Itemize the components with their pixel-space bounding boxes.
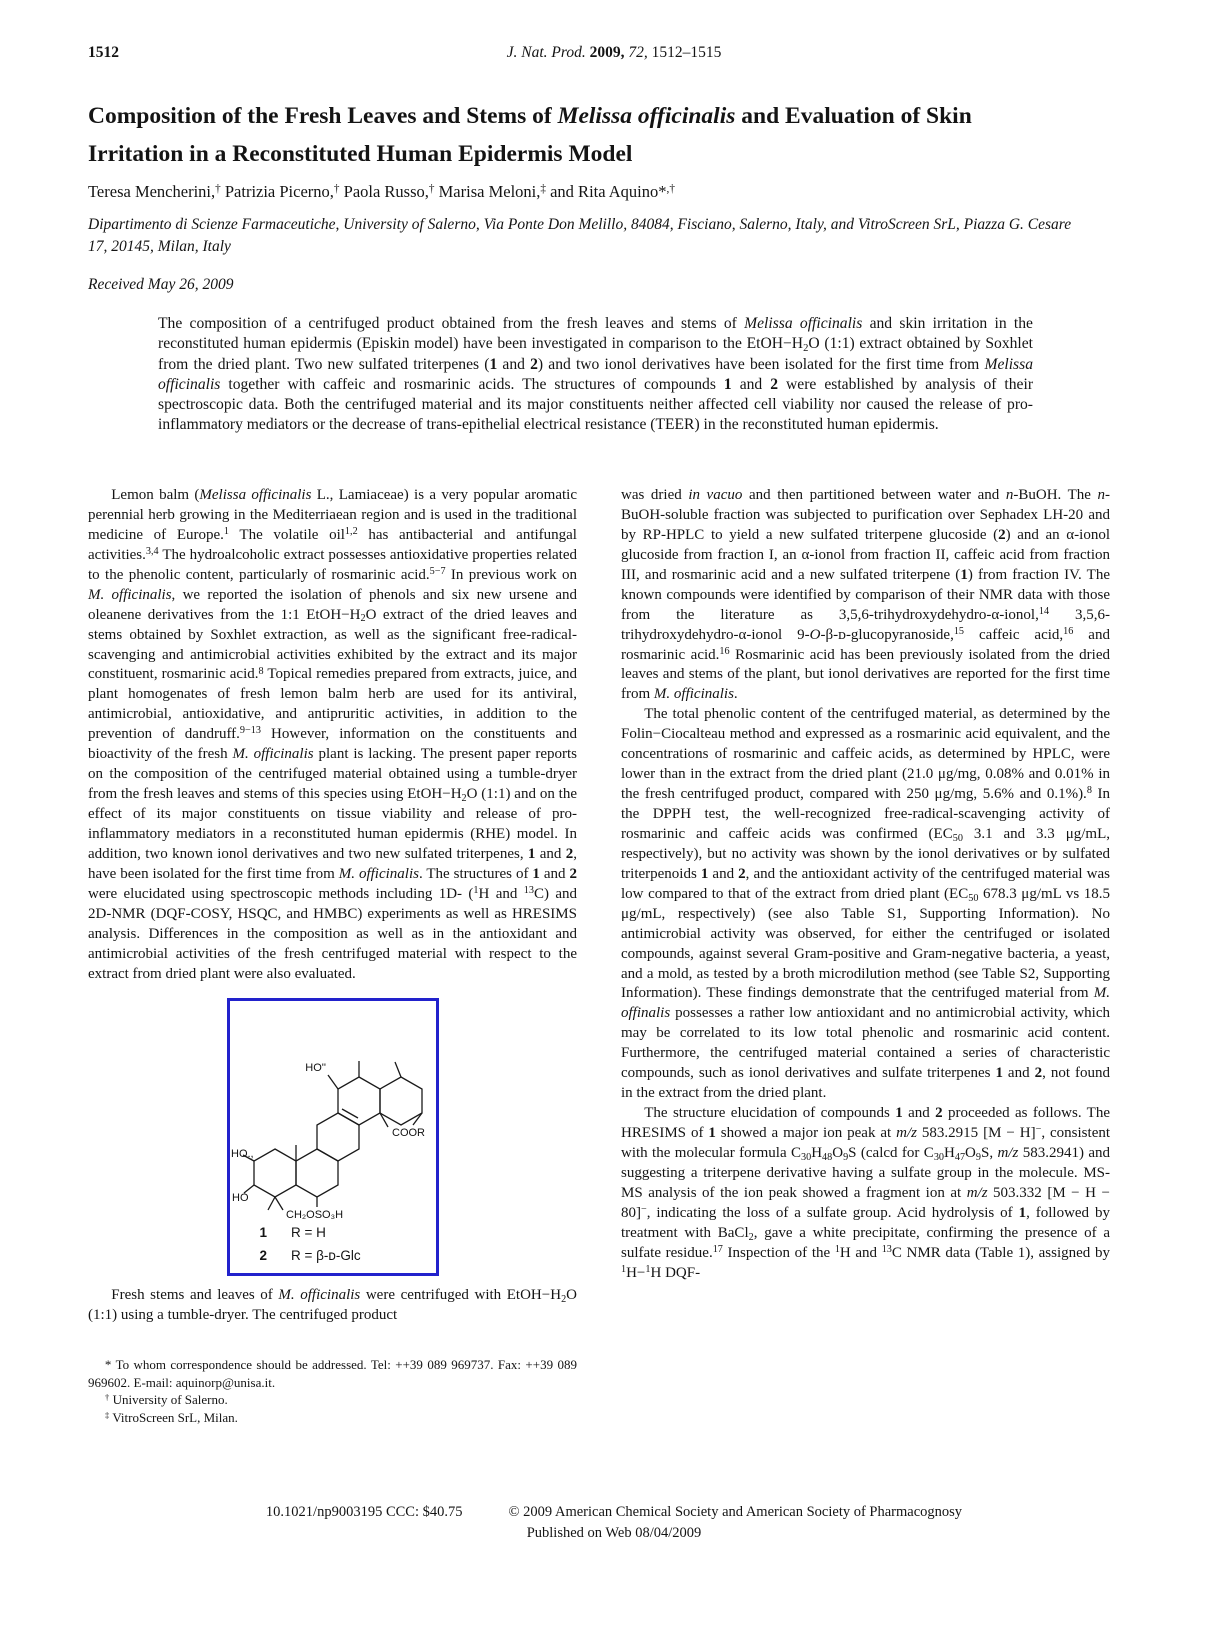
abstract: The composition of a centrifuged product obtained from the fresh leaves and stems of Melissa officinalis and skin irritation in the reconstituted human epidermis (Episkin model) have been investigated in comparison to the $EtOH-H_2O$ (1:1) extract obtained by Soxhlet from the dried plant. Two new sulfated triterpenes (1 and 2) and two ionol derivatives have been isolated for the first time from Melissa officinalis together with caffeic and rosmarinic acids. The structures of compounds 1 and 2 were established by analysis of their spectroscopic data. Both the centrifuged material and its major constituents neither affected cell viability nor caused the release of pro-inflammatory mediators or the decrease of trans-epithelial electrical resistance (TEER) in the reconstituted human epidermis. [158,315,1034,434]
article-title: Composition of the Fresh Leaves and Stems of Melissa officinalis and Evaluation of Skin Irritation in a Reconstituted Human Epidermis Model [88,103,972,167]
body-columns [88,486,1110,1426]
figure-legend [230,1224,436,1269]
doi-text: 10.1021/np9003195 CCC: $40.75 [265,1504,463,1520]
compound-structure-figure [227,998,439,1276]
compound-2-r-group: R = β-ᴅ-Glc [291,1248,361,1264]
page-number: 1512 [88,44,119,61]
affiliation: Dipartimento di Scienze Farmaceutiche, University of Salerno, Via Ponte Don Melillo, 84084, Fisciano, Salerno, Italy, and VitroScreen SrL, Piazza G. Cesare 17, 20145, Milan, Italy [88,216,1072,255]
body-paragraph: The structure elucidation of compounds 1 and 2 proceeded as follows. The HRESIMS of 1 showed a major ion peak at m/z 583.2915 [M − H]−, consistent with the molecular formula $C_{30}H_{48}O_9S$ (calcd for $C_{30}H_{47}O_9S$, m/z 583.2941) and suggesting a triterpene derivative having a sulfate group in the molecule. MS-MS analysis of the ion peak showed a fragment ion at m/z 503.332 [M − H − 80]−, indicating the loss of a sulfate group. Acid hydrolysis of 1, followed by treatment with BaCl$_2$, gave a white precipitate, confirming the presence of a sulfate residue.$^{17}$ Inspection of the $^1$H and $^{13}$C NMR data (Table 1), assigned by $^1$H−$^1$H DQF- [621,1105,1111,1281]
ho-bottom-label: HO [231,1192,248,1205]
body-paragraph: Fresh stems and leaves of M. officinalis were centrifuged with $EtOH-H_2O$ (1:1) using a tumble-dryer. The centrifuged product [88,1287,577,1324]
coor-label: COOR [391,1127,425,1140]
legend-row-1 [260,1224,436,1242]
triterpene-structure-drawing [230,1005,436,1219]
body-paragraph: was dried in vacuo and then partitioned between water and n-BuOH. The n-BuOH-soluble fraction was subjected to purification over Sephadex LH-20 and by RP-HPLC to yield a new sulfated triterpene glucoside (2) and an α-ionol glucoside from fraction I, an α-ionol from fraction II, caffeic acid from fraction III, and rosmarinic acid and a new sulfated triterpene (1) from fraction IV. The known compounds were identified by comparison of their NMR data with those from the literature as 3,5,6-trihydroxydehydro-α-ionol,$^{14}$ 3,5,6-trihydroxydehydro-α-ionol 9-O-β-ᴅ-glucopyranoside,$^{15}$ caffeic acid,$^{16}$ and rosmarinic acid.$^{16}$ Rosmarinic acid has been previously isolated from the dried leaves and stems of the plant, but ionol derivatives are reported for the first time from M. officinalis. [621,487,1111,703]
ch2oso3h-label: CH₂OSO₃H [285,1209,343,1220]
correspondence-footnote: * To whom correspondence should be addressed. Tel: ++39 089 969737. Fax: ++39 089 969602. E-mail: aquinorp@unisa.it. [88,1357,577,1390]
journal-citation: J. Nat. Prod. 2009, 72, 1512–1515 [506,44,722,61]
affiliation-footnote-dagger: † University of Salerno. [104,1392,228,1408]
page-footer [0,1504,1228,1542]
affiliation-footnote-double-dagger: ‡ VitroScreen SrL, Milan. [104,1409,238,1425]
compound-2-number: 2 [259,1248,268,1264]
compound-1-number: 1 [259,1225,268,1241]
body-paragraph: The total phenolic content of the centrifuged material, as determined by the Folin−Ciocalteau method and expressed as a rosmarinic acid equivalent, and the concentrations of rosmarinic and caffeic acids, as determined by HPLC, were lower than in the extract from the dried plant (21.0 μg/mg, 0.08% and 0.01% in the fresh centrifuged product, compared with 250 μg/mg, 5.6% and 0.1%).$^8$ In the DPPH test, the well-recognized free-radical-scavenging activity of rosmarinic and caffeic acids was confirmed ($EC_{50}$ 3.1 and 3.3 μg/mL, respectively), but no activity was shown by the ionol derivatives or by sulfated triterpenoids 1 and 2, and the antioxidant activity of the centrifuged material was low compared to that of the extract from dried plant ($EC_{50}$ 678.3 μg/mL vs 18.5 μg/mL, respectively) (see also Table S1, Supporting Information). No antimicrobial activity was observed, for either the centrifuged or isolated compounds, against several Gram-positive and Gram-negative bacteria, a yeast, and a mold, as tested by a broth microdilution method (see Table S2, Supporting Information). These findings demonstrate that the centrifuged material from M. offinalis possesses a rather low antioxidant and no antimicrobial activity, which may be correlated to its low total phenolic and rosmarinic acid content. Furthermore, the centrifuged material contained a series of characteristic compounds, such as ionol derivatives and sulfate triterpenes 1 and 2, not found in the extract from the dried plant. [621,706,1111,1102]
ho-left-label: HO., [230,1148,254,1161]
legend-row-2 [260,1247,436,1265]
copyright-text: © 2009 American Chemical Society and American Society of Pharmacognosy [508,1504,963,1520]
footnotes [88,1356,577,1426]
body-paragraph: Lemon balm (Melissa officinalis L., Lamiaceae) is a very popular aromatic perennial herb growing in the Mediterriaean region and is used in the traditional medicine of Europe.$^1$ The volatile oil$^{1,2}$ has antibacterial and antifungal activities.$^{3,4}$ The hydroalcoholic extract possesses antioxidative properties related to the phenolic content, particularly of rosmarinic acid.$^{5-7}$ In previous work on M. officinalis, we reported the isolation of phenols and six new ursene and oleanene derivatives from the 1:1 $EtOH-H_2O$ extract of the dried leaves and stems obtained by Soxhlet extraction, as well as the significant free-radical-scavenging and antimicrobial activities exhibited by the extract and its major constituent, rosmarinic acid.$^8$ Topical remedies prepared from extracts, juice, and plant homogenates of fresh lemon balm herb are used for its antiviral, antimicrobial, antioxidative, and antipruritic activities, in addition to the prevention of dandruff.$^{9-13}$ However, information on the constituents and bioactivity of the fresh M. officinalis plant is lacking. The present paper reports on the composition of the centrifuged material obtained using a tumble-dryer from the fresh leaves and stems of this species using $EtOH-H_2O$ (1:1) and on the effect of its major constituents on tissue viability and release of pro-inflammatory mediators in a reconstituted human epidermis (RHE) model. In addition, two known ionol derivatives and two new sulfated triterpenes, 1 and 2, have been isolated for the first time from M. officinalis. The structures of 1 and 2 were elucidated using spectroscopic methods including 1D- ($^1$H and $^{13}$C) and 2D-NMR (DQF-COSY, HSQC, and HMBC) experiments as well as HRESIMS analysis. Differences in the composition as well as in the antioxidant and antimicrobial activities of the fresh centrifuged material with respect to the extract from dried plant were also evaluated. [88,487,577,982]
left-column [88,486,577,1426]
doi-copyright-line [0,1504,1228,1521]
ho-top-label: HO'' [304,1062,326,1075]
authors-line: Teresa Mencherini,† Patrizia Picerno,† Paola Russo,† Marisa Meloni,‡ and Rita Aquino*,† [88,182,675,201]
compound-1-r-group: R = H [291,1225,326,1241]
running-head [88,44,1140,66]
received-date: Received May 26, 2009 [88,276,234,293]
published-on-web-line: Published on Web 08/04/2009 [526,1525,702,1541]
right-column [621,486,1110,1426]
